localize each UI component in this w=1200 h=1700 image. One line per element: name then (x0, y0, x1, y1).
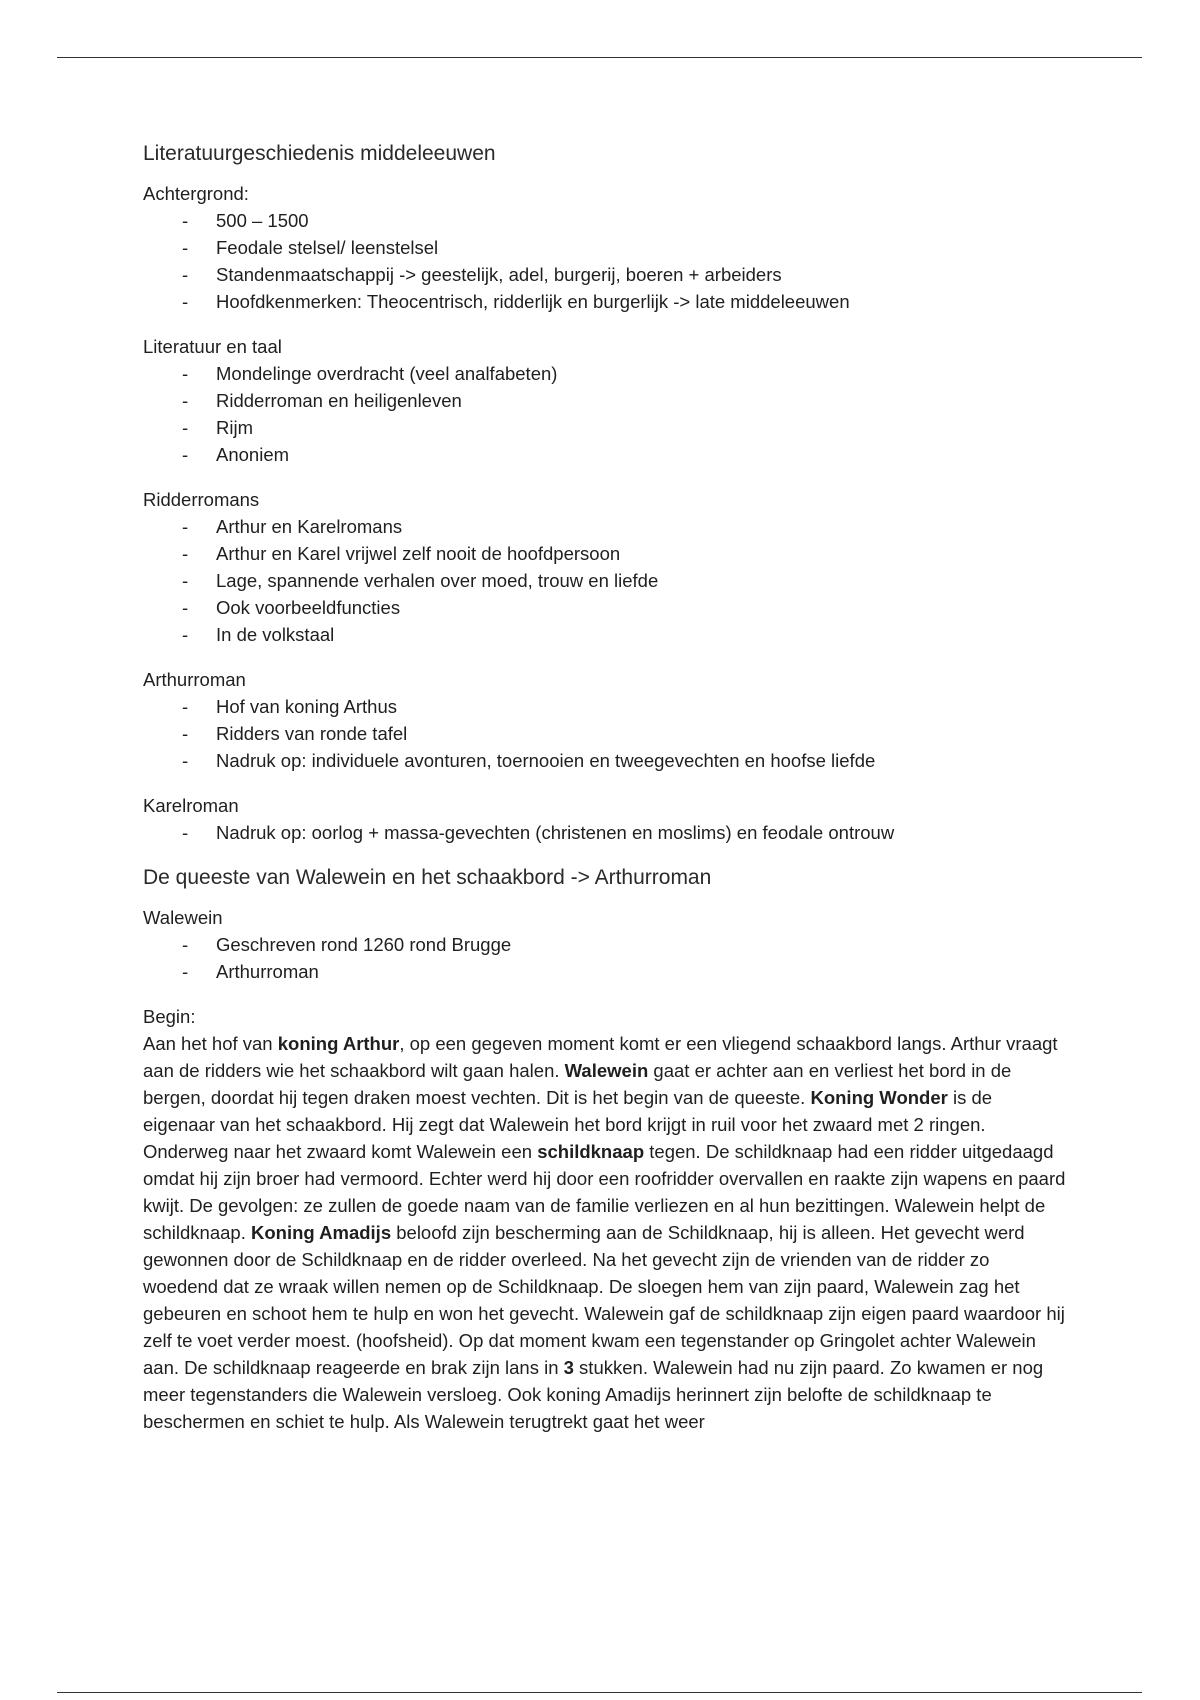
dash-bullet: - (182, 570, 189, 591)
list-item-text: Arthur en Karel vrijwel zelf nooit de hoofdpersoon (216, 543, 621, 564)
list-item (143, 360, 1073, 387)
begin-paragraph (143, 1030, 1068, 1435)
dash-bullet: - (182, 543, 189, 564)
walewein-list (143, 931, 1073, 985)
list-item (143, 414, 1073, 441)
list-item-text: Arthurroman (216, 961, 319, 982)
list-item-text: Feodale stelsel/ leenstelsel (216, 237, 439, 258)
list-item (143, 931, 1073, 958)
list-item-text: Mondelinge overdracht (veel analfabeten) (216, 363, 558, 384)
list-item-text: 500 – 1500 (216, 210, 309, 231)
section-heading: Achtergrond: (143, 183, 249, 204)
list-item (143, 958, 1073, 985)
walewein-section (143, 904, 1073, 985)
bullet-list (143, 360, 1073, 468)
bold-term: schildknaap (537, 1141, 645, 1162)
dash-bullet: - (182, 822, 189, 843)
list-item-text: Rijm (216, 417, 253, 438)
list-item-text: In de volkstaal (216, 624, 335, 645)
list-item (143, 441, 1073, 468)
dash-bullet: - (182, 750, 189, 771)
list-item-text: Anoniem (216, 444, 290, 465)
text-segment: gaat er achter aan en verliest het bord in de bergen, doordat hij tegen draken moest vechten. Dit is het begin van de queeste. (143, 1060, 1012, 1108)
outline-section (143, 333, 1073, 468)
list-item (143, 234, 1073, 261)
list-item-text: Hoofdkenmerken: Theocentrisch, ridderlijk en burgerlijk -> late middeleeuwen (216, 291, 850, 312)
dash-bullet: - (182, 597, 189, 618)
list-item (143, 261, 1073, 288)
list-item (143, 288, 1073, 315)
list-item (143, 693, 1073, 720)
dash-bullet: - (182, 696, 189, 717)
bold-term: 3 (563, 1357, 574, 1378)
list-item-text: Ook voorbeeldfuncties (216, 597, 401, 618)
dash-bullet: - (182, 624, 189, 645)
text-segment: stukken. Walewein had nu zijn paard. Zo kwamen er nog meer tegenstanders die Walewein versloeg. Ook koning Amadijs herinnert zijn belofte de schildknaap te beschermen en schiet te hulp. Als Walewein terugtrekt gaat het weer (143, 1357, 1044, 1432)
list-item-text: Nadruk op: individuele avonturen, toernooien en tweegevechten en hoofse liefde (216, 750, 876, 771)
begin-heading: Begin: (143, 1006, 196, 1027)
bold-term: Koning Wonder (810, 1087, 948, 1108)
dash-bullet: - (182, 444, 189, 465)
bullet-list (143, 513, 1073, 648)
text-segment: tegen. De schildknaap had een ridder uitgedaagd omdat hij zijn broer had vermoord. Echter werd hij door een roofridder overvallen en raakte zijn wapens en paard kwijt. De gevolgen: ze zullen de goede naam van de familie verliezen en al hun bezittingen. Walewein helpt de schildknaap. (143, 1141, 1066, 1243)
dash-bullet: - (182, 210, 189, 231)
dash-bullet: - (182, 264, 189, 285)
bold-term: Koning Amadijs (250, 1222, 392, 1243)
outline-section (143, 666, 1073, 774)
document-title: Literatuurgeschiedenis middeleeuwen (143, 142, 496, 165)
list-item (143, 540, 1073, 567)
section-heading: Ridderromans (143, 489, 260, 510)
begin-section (143, 1003, 1073, 1435)
text-segment: is de eigenaar van het schaakbord. Hij zegt dat Walewein het bord krijgt in ruil voor het zwaard met 2 ringen. Onderweg naar het zwaard komt Walewein een (143, 1087, 993, 1162)
list-item (143, 207, 1073, 234)
bullet-list (143, 207, 1073, 315)
dash-bullet: - (182, 291, 189, 312)
section-heading: Karelroman (143, 795, 239, 816)
bullet-list (143, 693, 1073, 774)
list-item (143, 567, 1073, 594)
section-subtitle: De queeste van Walewein en het schaakbord -> Arthurroman (143, 866, 712, 889)
list-item-text: Arthur en Karelromans (216, 516, 403, 537)
text-segment: beloofd zijn bescherming aan de Schildknaap, hij is alleen. Het gevecht werd gewonnen door de Schildknaap en de ridder overleed. Na het gevecht zijn de vrienden van de ridder zo woedend dat ze wraak willen nemen op de Schildknaap. De sloegen hem van zijn paard, Walewein zag het gebeuren en schoot hem te hulp en won het gevecht. Walewein gaf de schildknaap zijn eigen paard waardoor hij zelf te voet verder moest. (hoofsheid). Op dat moment kwam een tegenstander op Gringolet achter Walewein aan. De schildknaap reageerde en brak zijn lans in (143, 1222, 1065, 1378)
text-segment: , op een gegeven moment komt er een vliegend schaakbord langs. Arthur vraagt aan de ridders wie het schaakbord wilt gaan halen. (143, 1033, 1058, 1081)
outline-section (143, 180, 1073, 315)
header-rule (57, 57, 1142, 58)
sections-container (143, 180, 1073, 846)
text-segment: Aan het hof van (143, 1033, 278, 1054)
list-item (143, 387, 1073, 414)
list-item (143, 747, 1073, 774)
list-item (143, 621, 1073, 648)
walewein-heading: Walewein (143, 907, 223, 928)
list-item-text: Ridders van ronde tafel (216, 723, 408, 744)
footer-rule (57, 1692, 1142, 1693)
document-body (143, 140, 1073, 1453)
section-heading: Arthurroman (143, 669, 246, 690)
outline-section (143, 486, 1073, 648)
dash-bullet: - (182, 934, 189, 955)
list-item-text: Nadruk op: oorlog + massa-gevechten (christenen en moslims) en feodale ontrouw (216, 822, 895, 843)
dash-bullet: - (182, 961, 189, 982)
dash-bullet: - (182, 363, 189, 384)
section-heading: Literatuur en taal (143, 336, 282, 357)
list-item-text: Lage, spannende verhalen over moed, trouw en liefde (216, 570, 659, 591)
outline-section (143, 792, 1073, 846)
list-item-text: Geschreven rond 1260 rond Brugge (216, 934, 512, 955)
list-item (143, 720, 1073, 747)
list-item-text: Ridderroman en heiligenleven (216, 390, 462, 411)
bullet-list (143, 819, 1073, 846)
dash-bullet: - (182, 390, 189, 411)
dash-bullet: - (182, 516, 189, 537)
list-item (143, 513, 1073, 540)
bold-term: koning Arthur (277, 1033, 400, 1054)
dash-bullet: - (182, 237, 189, 258)
list-item-text: Standenmaatschappij -> geestelijk, adel, burgerij, boeren + arbeiders (216, 264, 782, 285)
list-item-text: Hof van koning Arthus (216, 696, 397, 717)
dash-bullet: - (182, 723, 189, 744)
list-item (143, 594, 1073, 621)
list-item (143, 819, 1073, 846)
bold-term: Walewein (564, 1060, 649, 1081)
dash-bullet: - (182, 417, 189, 438)
